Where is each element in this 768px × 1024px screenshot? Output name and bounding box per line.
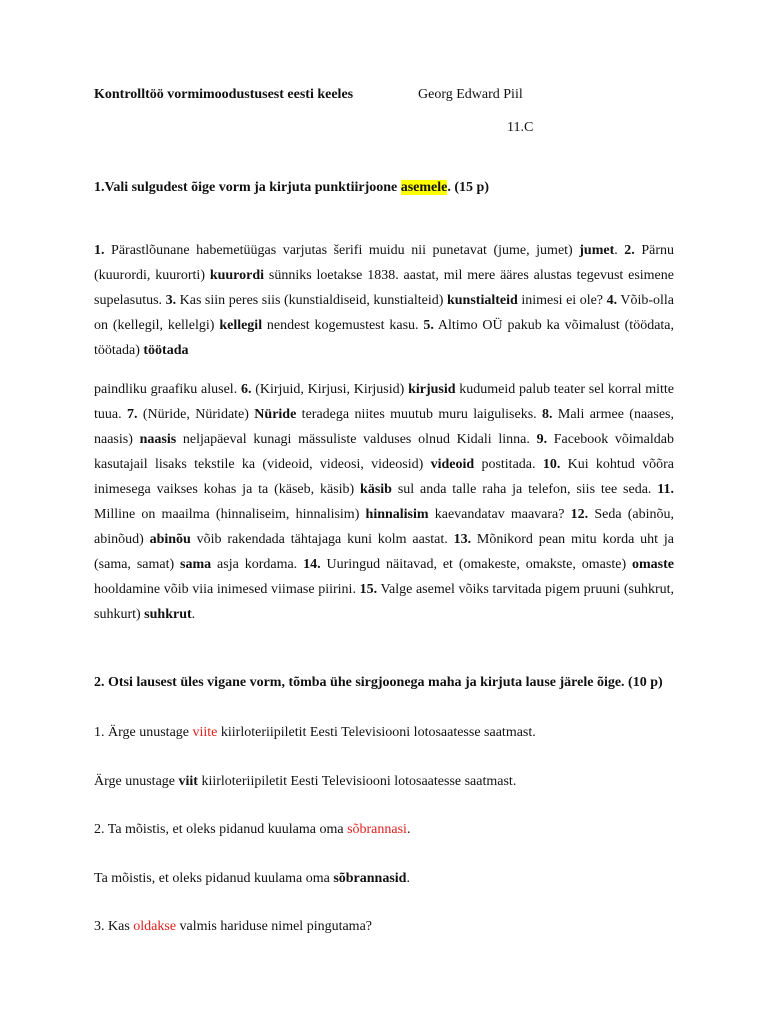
task1-paragraph-1 [94, 238, 674, 368]
answer-word: kuurordi [209, 268, 265, 283]
author-name: Georg Edward Piil [418, 87, 523, 102]
sentence-text: Kas siin peres siis (kunstialdiseid, kunstialteid) [176, 293, 447, 308]
question-text: 2. Ta mõistis, et oleks pidanud kuulama oma [94, 822, 348, 837]
task2-answer-1 [94, 774, 516, 790]
item-number: 6. [240, 382, 252, 397]
answer-word: omaste [632, 557, 674, 572]
answer-word: abinõu [149, 532, 191, 547]
item-number: 3. [165, 293, 177, 308]
answer-text: . [406, 871, 410, 886]
document-title: Kontrolltöö vormimoodustusest eesti keeles [94, 87, 354, 102]
item-number: 13. [453, 532, 472, 547]
sentence-text: sünniks loetakse 1838. aastat, mil mere ääres alustas tegevust esimene supelasutus. [94, 268, 674, 308]
answer-word: käsib [360, 482, 392, 497]
task2-heading: 2. Otsi lausest üles vigane vorm, tõmba ühe sirgjoonega maha ja kirjuta lause järele õige. (10 p) [94, 675, 663, 690]
answer-word: sama [180, 557, 212, 572]
task2-question-3 [94, 919, 372, 935]
item-number: 5. [423, 318, 434, 333]
sentence-text: asja kordama. [211, 557, 304, 572]
item-number: 1. [94, 243, 105, 258]
answer-text: Ta mõistis, et oleks pidanud kuulama oma [94, 871, 334, 886]
task1-heading-points: . (15 p) [447, 180, 490, 195]
answer-text: Ärge unustage [94, 774, 179, 789]
item-number: 11. [657, 482, 674, 497]
sentence-text: Pärnu (kuurordi, kuurorti) [94, 243, 674, 283]
error-word: oldakse [133, 919, 177, 934]
task1-paragraph-2 [94, 377, 674, 652]
answer-word: naasis [139, 432, 177, 447]
item-number: 14. [303, 557, 321, 572]
sentence-text: võib rakendada tähtajaga kuni kolm aastat. [190, 532, 454, 547]
error-word: sõbrannasi [347, 822, 407, 837]
answer-word: kellegil [219, 318, 263, 333]
answer-word: kirjusid [408, 382, 456, 397]
item-number: 9. [536, 432, 548, 447]
sentence-text: teradega niites muutub muru laiguliseks. [296, 407, 543, 422]
sentence-text: Altimo OÜ pakub ka võimalust (töödata, töötada) [94, 318, 675, 358]
item-number: 2. [624, 243, 635, 258]
sentence-text: . [191, 607, 196, 622]
item-number: 10. [542, 457, 561, 472]
sentence-text: neljapäeval kunagi mässuliste valduses olnud Kidali linna. [176, 432, 537, 447]
question-text: . [406, 822, 411, 837]
sentence-text: hooldamine võib viia inimesed viimase piirini. [94, 582, 360, 597]
sentence-text: kudumeid palub teater sel korral mitte tuua. [94, 382, 675, 422]
sentence-text: Mali armee (naases, naasis) [94, 407, 674, 447]
class-label: 11.C [507, 120, 534, 135]
question-text: 1. Ärge unustage [94, 725, 193, 740]
answer-text: kiirloteriipiletit Eesti Televisiooni lotosaatesse saatmast. [197, 774, 517, 789]
answer-word: suhkrut [144, 607, 192, 622]
task1-heading-text: 1.Vali sulgudest õige vorm ja kirjuta punktiirjoone [94, 180, 401, 195]
item-number: 12. [570, 507, 589, 522]
answer-word: kunstialteid [446, 293, 518, 308]
sentence-text: Pärastlõunane habemetüügas varjutas šerifi muidu nii punetavat (jume, jumet) [104, 243, 580, 258]
question-text: kiirloteriipiletit Eesti Televisiooni lotosaatesse saatmast. [217, 725, 536, 740]
sentence-text: Facebook võimaldab kasutajail lisaks tekstile ka (videoid, videosi, videosid) [94, 432, 674, 472]
answer-word: Nüride [254, 407, 297, 422]
task1-heading [94, 180, 489, 196]
question-text: valmis hariduse nimel pingutama? [176, 919, 372, 934]
sentence-text: Mõnikord pean mitu korda uht ja (sama, samat) [94, 532, 675, 572]
sentence-text: paindliku graafiku alusel. [94, 382, 241, 397]
item-number: 8. [542, 407, 553, 422]
error-word: viite [192, 725, 218, 740]
answer-word: töötada [143, 343, 189, 358]
sentence-text: Milline on maailma (hinnaliseim, hinnalisim) [94, 507, 366, 522]
sentence-text: (Kirjuid, Kirjusi, Kirjusid) [251, 382, 409, 397]
answer-word: jumet [579, 243, 615, 258]
sentence-text: (Nüride, Nüridate) [137, 407, 255, 422]
task2-question-1 [94, 725, 536, 741]
sentence-text: Võib-olla on (kellegil, kellelgi) [94, 293, 674, 333]
sentence-text: inimesi ei ole? [517, 293, 607, 308]
sentence-text: nendest kogemustest kasu. [262, 318, 424, 333]
sentence-text: sul anda talle raha ja telefon, siis tee seda. [391, 482, 658, 497]
sentence-text: Uuringud näitavad, et (omakeste, omakste, omaste) [320, 557, 632, 572]
sentence-text: kaevandatav maavara? [428, 507, 571, 522]
answer-word: hinnalisim [365, 507, 429, 522]
sentence-text: . [614, 243, 625, 258]
sentence-text: Seda (abinõu, abinõud) [94, 507, 674, 547]
answer-word: videoid [430, 457, 475, 472]
sentence-text: postitada. [474, 457, 543, 472]
item-number: 15. [359, 582, 378, 597]
question-text: 3. Kas [94, 919, 134, 934]
task2-answer-2 [94, 871, 410, 887]
sentence-text: Kui kohtud võõra inimesega vaikses kohas ja ta (käseb, käsib) [94, 457, 675, 497]
corrected-word: viit [178, 774, 198, 789]
item-number: 7. [126, 407, 138, 422]
highlighted-word: asemele [400, 180, 448, 195]
item-number: 4. [606, 293, 618, 308]
sentence-text: Valge asemel võiks tarvitada pigem pruuni (suhkrut, suhkurt) [94, 582, 674, 622]
corrected-word: sõbrannasid [333, 871, 407, 886]
task2-question-2 [94, 822, 410, 838]
